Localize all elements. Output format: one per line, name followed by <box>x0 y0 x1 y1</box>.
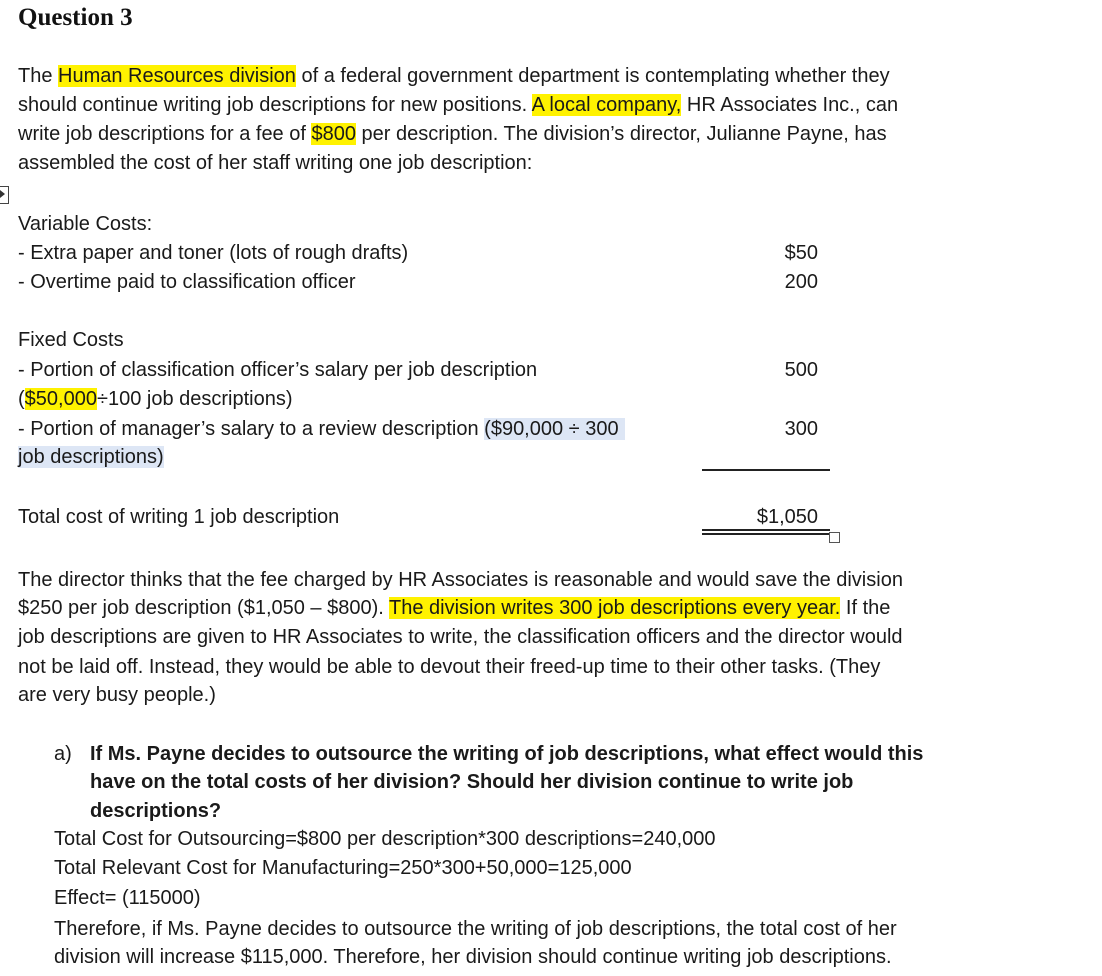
total-value: $1,050 <box>756 506 818 528</box>
fixed-item-manager-line-2 <box>18 443 164 473</box>
total-rule-1 <box>702 529 830 531</box>
resize-handle-icon[interactable] <box>829 532 840 543</box>
intro-line-3 <box>18 120 887 150</box>
intro-text: write job descriptions for a fee of <box>18 123 312 145</box>
intro-text: per description. The division’s director, Julianne Payne, has <box>355 123 887 145</box>
intro-text: of a federal government department is contemplating whether they <box>295 65 890 87</box>
highlight-manager-salary: ($90,000 ÷ 300 <box>484 418 624 440</box>
question-title: Question 3 <box>18 4 133 31</box>
fixed-text: ÷100 job descriptions) <box>96 388 293 410</box>
variable-value-paper: $50 <box>784 242 818 264</box>
body-text: $250 per job description ($1,050 – $800). <box>18 597 390 619</box>
body-line-1: The director thinks that the fee charged by HR Associates is reasonable and would save the division <box>18 569 903 591</box>
highlight-300-descriptions: The division writes 300 job descriptions every year. <box>389 597 841 619</box>
fixed-text: ( <box>18 388 25 410</box>
answer-line-3: Effect= (115000) <box>54 887 201 909</box>
intro-line-1 <box>18 62 890 92</box>
variable-costs-heading: Variable Costs: <box>18 213 153 235</box>
fixed-item-officer-line-1: - Portion of classification officer’s salary per job description <box>18 359 538 381</box>
fixed-item-manager-line-1 <box>18 415 625 445</box>
highlight-fee: $800 <box>311 123 356 145</box>
intro-line-2 <box>18 91 898 121</box>
anchor-arrow-icon <box>0 190 5 198</box>
highlight-local-company: A local company, <box>531 94 682 116</box>
question-a-line-3: descriptions? <box>90 800 222 822</box>
highlight-salary: $50,000 <box>24 388 97 410</box>
intro-text: The <box>18 65 59 87</box>
total-label: Total cost of writing 1 job description <box>18 506 340 528</box>
body-text: If the <box>840 597 891 619</box>
answer-line-1: Total Cost for Outsourcing=$800 per description*300 descriptions=240,000 <box>54 828 716 850</box>
body-line-4: not be laid off. Instead, they would be able to devout their freed-up time to their other tasks. (They <box>18 656 881 678</box>
fixed-costs-heading: Fixed Costs <box>18 329 124 351</box>
answer-line-4: Therefore, if Ms. Payne decides to outsource the writing of job descriptions, the total cost of her <box>54 918 897 940</box>
variable-item-overtime: - Overtime paid to classification officer <box>18 271 356 293</box>
question-a-marker: a) <box>54 743 72 765</box>
total-rule-2 <box>702 533 830 535</box>
intro-text: HR Associates Inc., can <box>681 94 899 116</box>
body-line-5: are very busy people.) <box>18 684 216 706</box>
fixed-value-manager: 300 <box>784 418 818 440</box>
intro-text: should continue writing job descriptions for new positions. <box>18 94 532 116</box>
question-a-line-2: have on the total costs of her division? Should her division continue to write job <box>90 771 854 793</box>
highlight-hr-division: Human Resources division <box>58 65 296 87</box>
highlight-manager-salary-cont: job descriptions) <box>18 446 164 468</box>
answer-line-2: Total Relevant Cost for Manufacturing=250*300+50,000=125,000 <box>54 857 632 879</box>
fixed-text: - Portion of manager’s salary to a review description <box>18 418 485 440</box>
question-a-line-1: If Ms. Payne decides to outsource the writing of job descriptions, what effect would this <box>90 743 924 765</box>
answer-line-5: division will increase $115,000. Therefore, her division should continue writing job descriptions. <box>54 946 892 968</box>
subtotal-rule <box>702 469 830 471</box>
body-line-3: job descriptions are given to HR Associates to write, the classification officers and the director would <box>18 626 903 648</box>
intro-line-4: assembled the cost of her staff writing one job description: <box>18 152 533 174</box>
body-line-2 <box>18 594 890 624</box>
fixed-value-officer: 500 <box>784 359 818 381</box>
variable-value-overtime: 200 <box>784 271 818 293</box>
variable-item-paper: - Extra paper and toner (lots of rough drafts) <box>18 242 409 264</box>
fixed-item-officer-line-2 <box>18 385 293 415</box>
